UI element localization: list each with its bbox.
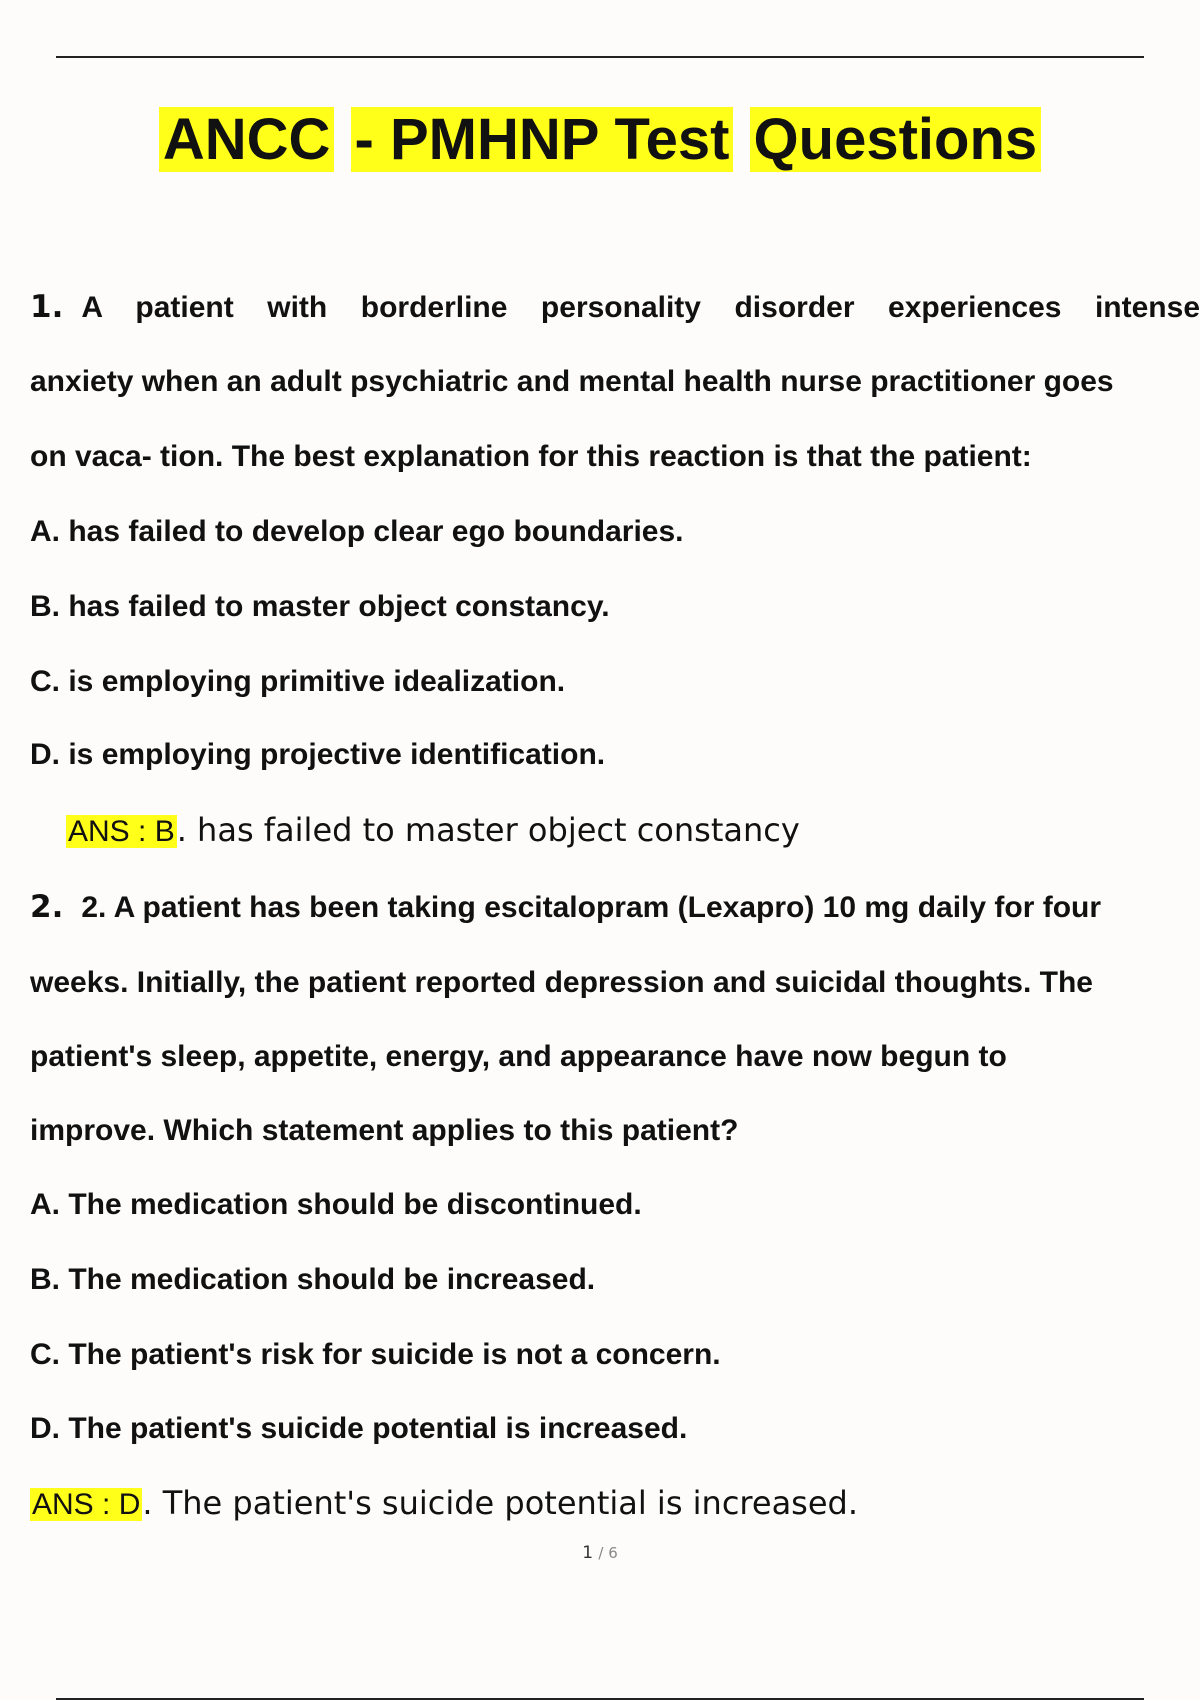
question-1-answer [66,812,800,850]
question-2-option-d: D. The patient's suicide potential is increased. [30,1412,688,1445]
question-2-answer [30,1485,858,1523]
top-rule [56,56,1144,58]
question-2-option-b: B. The medication should be increased. [30,1263,596,1296]
question-1-option-d: D. is employing projective identification. [30,738,606,771]
question-1-stem-line-3: on vaca- tion. The best explanation for this reaction is that the patient: [30,440,1032,473]
question-2-option-a: A. The medication should be discontinued. [30,1188,642,1221]
question-1-answer-key: ANS : B [68,815,175,848]
page-number [0,1543,1200,1563]
question-2-stem-line-2: weeks. Initially, the patient reported depression and suicidal thoughts. The [30,966,1093,999]
page-total: / 6 [598,1544,618,1562]
question-2-answer-key: ANS : D [32,1488,141,1521]
question-2-stem-line-4: improve. Which statement applies to this patient? [30,1114,739,1147]
question-1-stem-line-2: anxiety when an adult psychiatric and mental health nurse practitioner goes [30,365,1114,398]
question-1-option-a: A. has failed to develop clear ego boundaries. [30,515,684,548]
question-1-answer-text: . has failed to master object constancy [176,811,800,849]
question-2-answer-text: . The patient's suicide potential is increased. [142,1484,859,1522]
page-current: 1 [582,1543,594,1563]
title-part-1: ANCC [159,107,335,172]
question-2-option-c: C. The patient's risk for suicide is not a concern. [30,1338,721,1371]
document-title [0,106,1200,174]
title-part-2: - PMHNP Test [351,107,734,172]
question-2-stem-line-1: 2. 2. A patient has been taking escitalopram (Lexapro) 10 mg daily for four [30,889,1102,925]
title-part-3: Questions [750,107,1042,172]
question-1-option-c: C. is employing primitive idealization. [30,665,566,698]
question-2-number: 2. [30,889,64,925]
question-1-option-b: B. has failed to master object constancy. [30,590,610,623]
question-1-number: 1. [30,289,64,325]
question-1-stem-line-1: 1. A patient with borderline personality disorder experiences intense [30,289,1200,325]
question-2-stem-line-3: patient's sleep, appetite, energy, and appearance have now begun to [30,1040,1007,1073]
